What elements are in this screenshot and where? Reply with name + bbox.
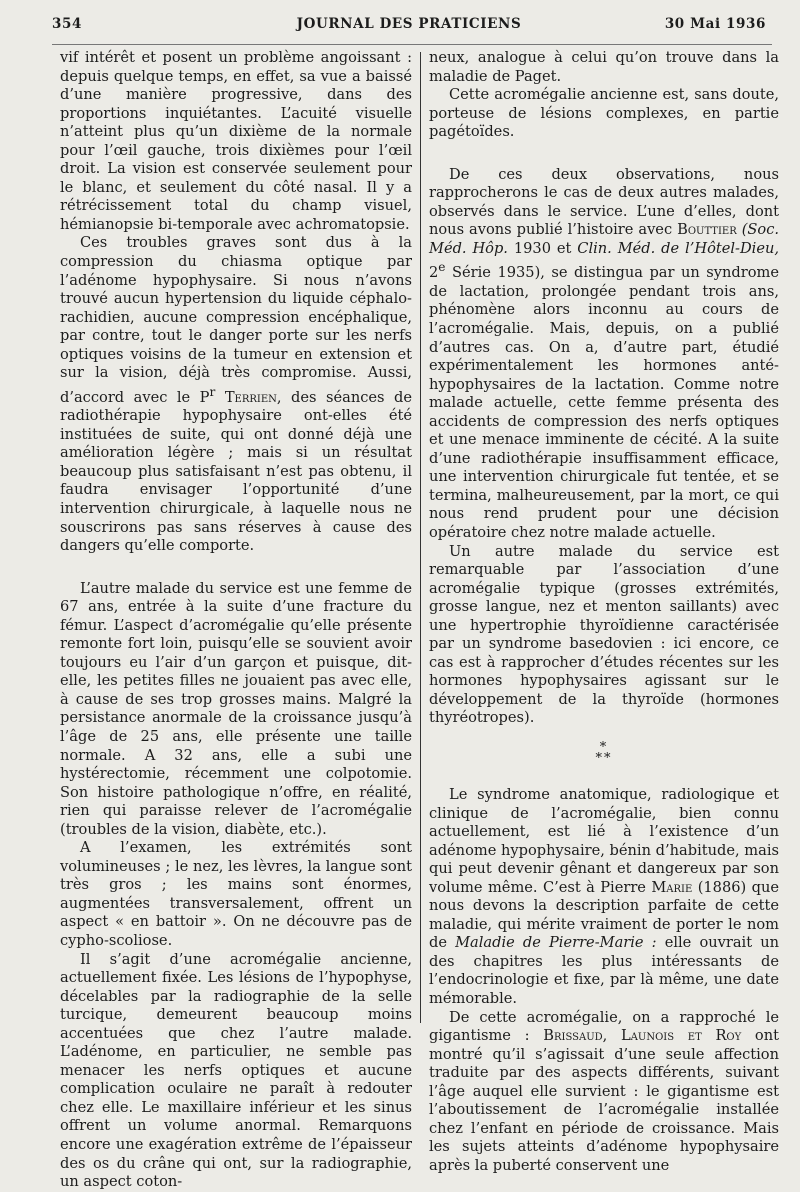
page-header [52,10,766,38]
text-run: Le syndrome anatomique, radiologique et clinique de l’acromégalie, bien connu actuellement, est lié à l’existence d’un adénome hypophysaire, bénin d’habitude, mais qui peut devenir gênant et dangereux par son volume même. C’est à Pierre [429,786,779,896]
paragraph: Un autre malade du service est remarquable par l’association d’une acromégalie typique (grosses extrémités, grosse langue, nez et menton saillants) avec une hypertrophie thyroïdienne caractérisée par un syndrome basedovien : ici encore, ce cas est à rapprocher d’études récentes sur les hormones hypophysaires agissant sur le développement de la thyroïde (hormones thyréotropes). [429,542,779,727]
author-name: Terrien [224,388,277,406]
section-separator [429,742,779,764]
paragraph: Il s’agit d’une acromégalie ancienne, actuellement fixée. Les lésions de l’hypophyse, décelables par la radiographie de la selle turcique, demeurent beaucoup moins accentuées que chez l’autre malade. L’adénome, en particulier, ne semble pas menacer les nerfs optiques et aucune complication oculaire ne paraît à redouter chez elle. Le maxillaire inférieur et les sinus offrent un volume anormal. Remarquons encore une exagération extrême de l’épaisseur des os du crâne qui ont, sur la radiographie, un aspect coton- [60,950,412,1191]
right-column [429,49,779,1175]
paragraph: Cette acromégalie ancienne est, sans doute, porteuse de lésions complexes, en partie pagétoïdes. [429,86,779,141]
text-run: (1886) que nous devons la description parfaite de cette maladie, qui mérite vraiment de porter le nom de [429,878,779,952]
paragraph: vif intérêt et posent un problème angoissant : depuis quelque temps, en effet, sa vue a baissé d’une manière progressive, dans des proportions inquiétantes. L’acuité visuelle n’atteint plus qu’un dixième de la normale pour l’œil gauche, trois dixièmes pour l’œil droit. La vision est conservée seulement pour le blanc, et seulement du côté nasal. Il y a rétrécissement total du champ visuel, hémianopsie bi-temporale avec achromatopsie. [60,49,412,233]
paragraph [60,234,412,555]
paragraph [429,1009,779,1176]
reference: Clin. Méd. de l’Hôtel-Dieu, [577,239,779,257]
text-run: 1930 et [507,239,578,257]
text-run: 2 [429,264,439,282]
author-names: Brissaud, Launois et Roy [543,1027,742,1045]
text-run: De ces deux observations, nous rapprocherons le cas de deux autres malades, observés dans le service. L’une d’elles, dont nous avons publié l’histoire avec [429,165,779,239]
superscript: e [438,260,446,275]
paragraph: L’autre malade du service est une femme de 67 ans, entrée à la suite d’une fracture du fémur. L’aspect d’acromégalie qu’elle présente remonte fort loin, puisqu’elle se souvient avoir toujours eu l’air d’un garçon et puisque, dit-elle, les petites filles ne jouaient pas avec elle, à cause de ses trop grosses mains. Malgré la persistance anormale de la croissance jusqu’à l’âge de 25 ans, elle présente une taille normale. A 32 ans, elle a subi une hystérectomie, récemment une colpotomie. Son histoire pathologique n’offre, en réalité, rien qui paraisse relever de l’acromégalie (troubles de la vision, diabète, etc.). [60,579,412,838]
paragraph [429,166,779,543]
page-number: 354 [52,16,82,32]
italic-term: Maladie de Pierre-Marie : [455,934,657,952]
journal-title: JOURNAL DES PRATICIENS [296,16,522,32]
paragraph: A l’examen, les extrémités sont volumineuses ; le nez, les lèvres, la langue sont très gros ; les mains sont énormes, augmentées transversalement, offrent un aspect « en battoir ». On ne découvre pas de cypho-scoliose. [60,839,412,950]
left-column [60,49,412,1192]
text-run: Ces troubles graves sont dus à la compression du chiasma optique par l’adénome hypophysaire. Si nous n’avons trouvé aucun hypertension du liquide céphalo-rachidien, aucune compression encéphalique, par contre, tout le danger porte sur les nerfs optiques voisins de la tumeur en extension et sur la vision, déjà très compromise. Aussi, d’accord avec le P [60,234,412,406]
text-run: De cette acromégalie, on a rapproché le gigantisme : [429,1008,779,1045]
column-divider [420,52,421,1023]
text-run: ont montré qu’il s’agissait d’une seule affection traduite par des aspects différents, suivant l’âge auquel elle survient : le gigantisme est l’aboutissement de l’acromégalie installée chez l’enfant en période de croissance. Mais les sujets atteints d’adénome hypophysaire après la puberté conservent une [429,1027,779,1174]
text-run: , des séances de radiothérapie hypophysaire ont-elles été instituées de suite, qui ont donné déjà une amélioration légère ; mais si un résultat beaucoup plus satisfaisant n’est pas obtenu, il faudra envisager l’opportunité d’une intervention chirurgicale, à laquelle nous ne souscrirons pas sans réserves à cause des dangers qu’elle comporte. [60,388,412,555]
paragraph [429,786,779,1009]
issue-date: 30 Mai 1936 [664,16,766,32]
author-name: Bouttier [677,221,737,239]
header-rule [52,44,772,45]
author-name: Marie [651,878,693,896]
asterism-bottom: ** [595,751,613,766]
reference: (Soc. Méd. Hôp. [429,221,780,257]
asterism-top: * [599,740,609,755]
paragraph: neux, analogue à celui qu’on trouve dans la maladie de Paget. [429,49,779,85]
superscript: r [209,384,216,399]
text-run: elle ouvrait un des chapitres les plus intéressants de l’endocrinologie et fixe, par là même, une date mémorable. [429,934,779,1008]
text-run: Série 1935), se distingua par un syndrome de lactation, prolongée pendant trois ans, phénomène alors inconnu au cours de l’acromégalie. Mais, depuis, on a publié d’autres cas. On a, d’autre part, étudié expérimentalement les hormones anté-hypophysaires de la lactation. Comme notre malade actuelle, cette femme présenta des accidents de compression des nerfs optiques et une menace imminente de cécité. A la suite d’une radiothérapie insuffisamment efficace, une intervention chirurgicale fut tentée, et se termina, malheureusement, par la mort, ce qui nous rend prudent pour une décision opératoire chez notre malade actuelle. [429,264,779,541]
